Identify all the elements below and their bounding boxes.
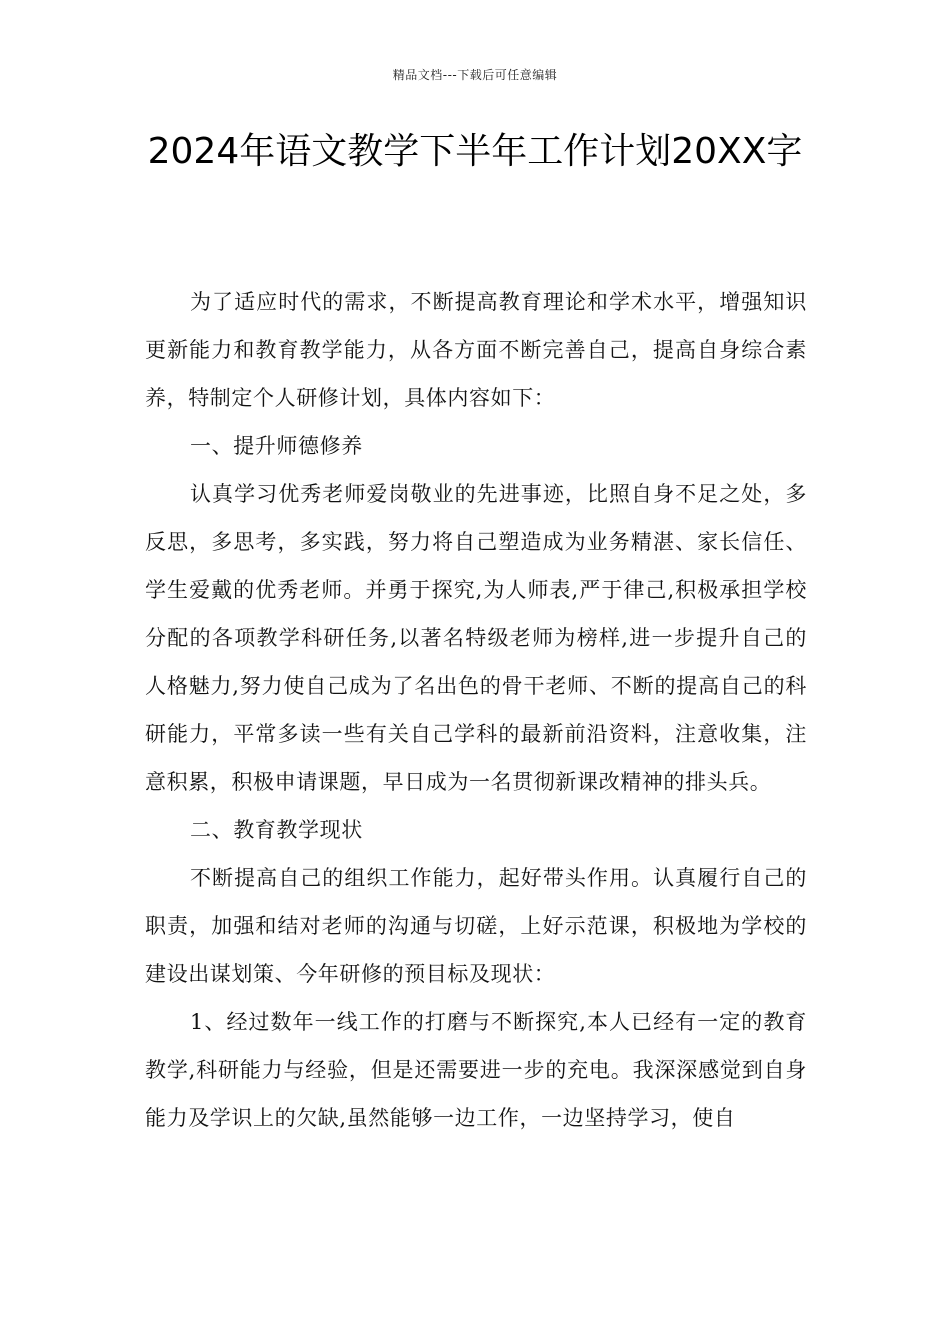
- ethics-paragraph: 认真学习优秀老师爱岗敬业的先进事迹，比照自身不足之处，多反思，多思考，多实践，努力将自己塑造成为业务精湛、家长信任、学生爱戴的优秀老师。并勇于探究,为人师表,严于律己,积极承担学校分配的各项教学科研任务,以著名特级老师为榜样,进一步提升自己的人格魅力,努力使自己成为了名出色的骨干老师、不断的提高自己的科研能力，平常多读一些有关自己学科的最新前沿资料，注意收集，注意积累，积极申请课题，早日成为一名贯彻新课改精神的排头兵。: [145, 482, 807, 794]
- item-1-paragraph: 1、经过数年一线工作的打磨与不断探究,本人已经有一定的教育教学,科研能力与经验，但是还需要进一步的充电。我深深感觉到自身能力及学识上的欠缺,虽然能够一边工作，一边坚持学习，使自: [145, 1010, 807, 1130]
- intro-paragraph: 为了适应时代的需求，不断提高教育理论和学术水平，增强知识更新能力和教育教学能力，从各方面不断完善自己，提高自身综合素养，特制定个人研修计划，具体内容如下：: [145, 290, 807, 410]
- document-body: [145, 278, 807, 1142]
- section-heading-status: 二、教育教学现状: [190, 818, 363, 842]
- section-heading-ethics: 一、提升师德修养: [190, 434, 363, 458]
- document-header-note: 精品文档---下载后可任意编辑: [392, 68, 558, 82]
- status-paragraph: 不断提高自己的组织工作能力，起好带头作用。认真履行自己的职责，加强和结对老师的沟通与切磋，上好示范课，积极地为学校的建设出谋划策、今年研修的预目标及现状：: [145, 866, 807, 986]
- document-title: 2024年语文教学下半年工作计划20XX字: [147, 131, 803, 172]
